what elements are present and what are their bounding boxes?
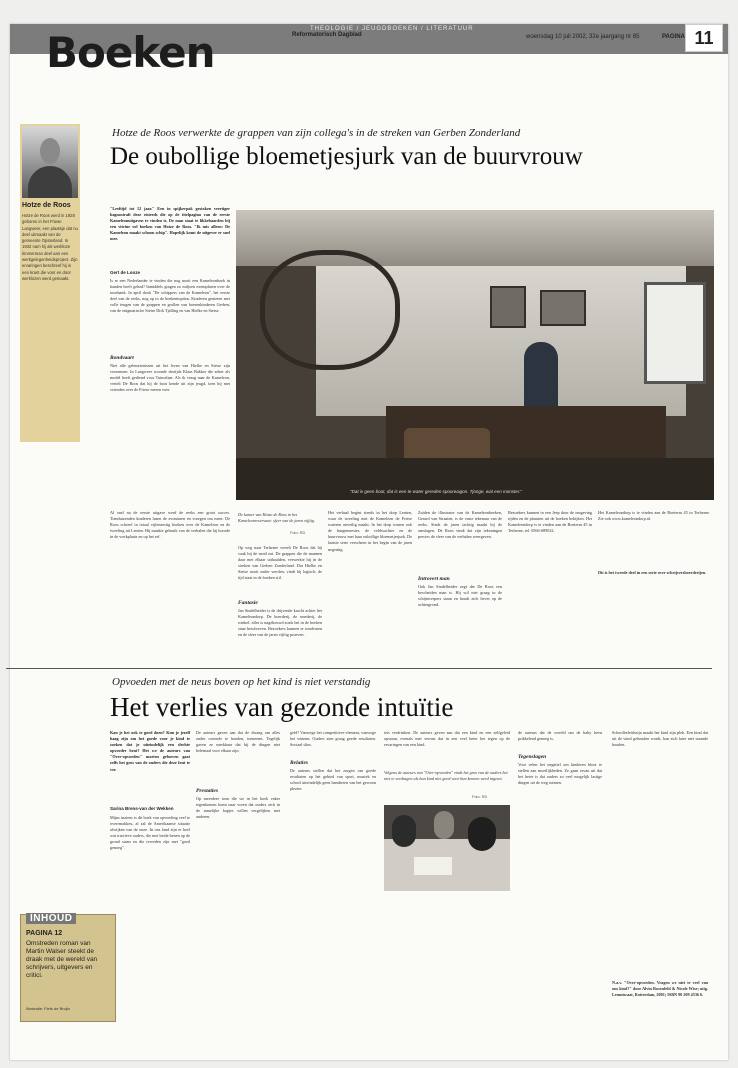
article2-intro: Kan je het ook te goed doen? Kun je jezelf haag zijn om het goede voor je kind te zoeken dat je uiteindelijk een slechte opvoeder bent? Het we de auteurs van "Over-opvoeden" moeten gelooven gaat zelfs het gros van de ouders die deze fout te ver. bbox=[110, 730, 190, 772]
edition-info: woensdag 10 juli 2002, 32e jaargang nr 85 bbox=[526, 34, 640, 40]
article2-subhead-prestaties: Prestaties bbox=[196, 788, 218, 794]
article1-subhead-introvert: Introvert man bbox=[418, 576, 450, 582]
article2-subhead-tegenslagen: Tegenslagen bbox=[518, 754, 547, 760]
photo-caption-overlay: "Dat is geen boot, dat is een te water gereden spoorwagon. Tjonge, wat een monster." bbox=[350, 489, 522, 494]
article1-headline: De oubollige bloemetjesjurk van de buurvrouw bbox=[110, 143, 583, 170]
article1-intro: "Leeftijd tot 12 jaar." Een in spijkerpak gestoken veertiger bagnostraft deze eisteeds die op de titelpagina van de eerste Kameleonuitgaven te vinden is. De man staat te likkebaarden bij een vitrine vol boeken van Hotze de Roos. "Ik mis alleen: De Kameleon maakt schoon schip". Hopelijk komt de uitgever er snel mee. bbox=[110, 206, 230, 242]
inhoud-credit: Illustratie: Fiets de Bruijn bbox=[26, 1006, 70, 1011]
article1-col1b: Niet alle gebeurtenissen uit het leven van Hielke en Sietse zijn verzonnen. In Langweer woonde destijds Klaas Bakker die zeker als model heeft gediend voor Tuimelaar. Als ik vraag naar de Kameleon, vertelt De Roos dat hij de boot kende uit zijn jeugd, toen hij met vrienden over de Friese meren voer. bbox=[110, 363, 230, 393]
article2-col3: geld? Vanwege het competitieve element, vanwege het winnen. Ouders zien graag goede resultaten. Sociaal slim. bbox=[290, 730, 376, 748]
article1-col3: Het verhaal begint steeds in het dorp Lenten, waar de tweeling met de Kameleon de Friese wateren onveilig maakt. In het dorp wonen ook de burgemeester, de veldwachter en de buurvrouw met haar oubollige bloemetjesjurk. De laatste serie verscheen in het begin van de jaren negentig. bbox=[328, 510, 412, 552]
article2-col3b: De auteurs stellen dat het zorgen om goede resultaten op het gebied van sport, muziek en school uiteindelijk geen hamberen van het gewoon plezier. bbox=[290, 768, 376, 792]
article1-kicker: Hotze de Roos verwerkte de grappen van zijn collega's in de streken van Gerben Zonderland bbox=[112, 127, 521, 139]
section-logo: Boeken bbox=[46, 28, 215, 77]
article2-col1: Mijns inziens is dit boek van opvoeding veel te overrmokkeu, al zal de Amerikaanse situatie afwijken van de onze. In ons land zijn er heel wat tractieve ouders, die met beide benen op de grond staan en die tevreden zijn met "goed genoeg". bbox=[110, 815, 190, 851]
photo-caption: De kamer van Hotze de Roos in het Kameleonreservaat: sfeer van de jaren vijftig. bbox=[238, 512, 315, 523]
sidebar-text: Hotze de Roos werd in 1928 geboren in het Friese Langweer, een plaatsje dat nu deel uitmaakt van de gemeente Opsterland. In 1932 nam hij als werkloze timmerman deel aan een werkgelegenheidsproject. Zijn ervaringen beschreef hij in een krant die voor en door werklozen werd gemaakt. bbox=[22, 213, 78, 281]
article1-col6: Het Kameleondorp is te vinden aan de Boeierm 45 in Terherne. Zie ook www.kameleondorp.nl. bbox=[598, 510, 710, 522]
article1-col4: Zuiden de illustrator van de Kameleonboeken, Gerard van Straaten, is de vaste tekenaar van de reeks. Sinds de jaren tachtig maakt hij de omslagen. De Roos vindt dat zijn tekeningen precies de sfeer van de verhalen weergeven. bbox=[418, 510, 502, 540]
inhoud-text: Omstreden roman van Martin Walser steekt de draak met de wereld van schrijvers, uitgevers en critici. bbox=[26, 940, 98, 979]
small-photo-caption: Volgens de auteurs van "Over-opvoeden" vindt het gros van de ouders het niet te verdragen als hun kind niet goed voor hun kennen werd ingezet. bbox=[384, 770, 508, 781]
article2-book-info: N.a.v. "Over-opvoeden. Vragen we niet te veel van ons kind?" door Alvin Rosenfeld & Nicole Wise; uitg. Lemniscaat, Rotterdam, 2001; ISBN 90 209 4536 6. bbox=[612, 980, 708, 998]
author-portrait-icon bbox=[22, 126, 78, 198]
sidebar-heading: Hotze de Roos bbox=[22, 202, 71, 209]
main-photo bbox=[236, 210, 714, 500]
article2-col5: de auteurs dat de wereld om de baby heen prikkelend genoeg is. bbox=[518, 730, 602, 742]
paper-name: Reformatorisch Dagblad bbox=[292, 32, 362, 38]
article2-col5b: Voor velen het negatief om kinderen bloot te stellen aan moeilijkheden. Ze gaan ervan uit dat het beter is dat ouders zo veel mogelijk lastige dingen uit de weg ruimen. bbox=[518, 762, 602, 786]
inhoud-page: PAGINA 12 bbox=[26, 930, 63, 937]
header-strip-text: THEOLOGIE / JEUGDBOEKEN / LITERATUUR bbox=[310, 26, 474, 32]
article2-kicker: Opvoeden met de neus boven op het kind is niet verstandig bbox=[112, 676, 371, 688]
small-photo bbox=[384, 805, 510, 891]
article1-col2: Op weg naar Terherne vertelt De Roos dat hij vaak bij de smid zat. De grappen die de mannen daar met elkaar uithaalden, verwerkte hij in de streken van Gerben Zonderland. Dat Hielke en Sietse nooit ouder werden, vindt hij logisch: de tijd staat in de boeken stil. bbox=[238, 545, 322, 581]
article1-subhead-rondvaart: Rondvaart bbox=[110, 355, 134, 361]
article1-col4b: Ook Jan Sindelheider zegt dat De Roos een bescheiden man is. Hij wil niet graag in de schijnwerpers staan en houdt zich liever op de achtergrond. bbox=[418, 584, 502, 608]
article1-col1c: Al snel na de eerste uitgave werd de reeks een groot succes. Tienduizenden kinderen lazen de avonturen en vroegen om meer. De Roos schreef in totaal vijfenzestig boeken over de Kameleon en de tweeling uit Lenten. Hij maakte gebruik van de verhalen die hij hoorde in de werkplaats en op het erf. bbox=[110, 510, 230, 540]
article1-col2b: Jan Sindelheider is de drijvende kracht achter het Kameleondorp. De boerderij, de smederij, de winkel: alles is nagebouwd zoals het in de boeken staat beschreven. Bezoekers kunnen er rondvaren en de sfeer van de jaren vijftig proeven. bbox=[238, 608, 322, 638]
small-photo-credit: Foto: RD bbox=[472, 795, 488, 799]
page-label: PAGINA bbox=[662, 34, 685, 40]
article2-col6: Schoolbeleidszijn maakt het kind zijn plek. Een kind dat uit de wind gehouden wordt, kan zich later niet staande houden. bbox=[612, 730, 708, 748]
article2-headline: Het verlies van gezonde intuïtie bbox=[110, 692, 454, 722]
article2-byline: Sarina Brens-van der Wekken bbox=[110, 806, 174, 811]
page-number: 11 bbox=[685, 24, 723, 52]
article1-col1: Is er een Nederlander te vinden die nog nooit een Kameleonboek in handen heeft gehad? Inmiddels gingen zo miljoen exemplaren over de toonbank. In april dook "De schippers van de Kameleon", het eerste deel van de reeks, nog op in de boekentoptien. Kinderen genieten met volle teugen van de grappen en grollen van boerenkinderen Gerben, van de enigmatische Sietse Dirk Tjalling en van Hielke en Sietse. bbox=[110, 278, 230, 314]
article2-col2b: Op meerdere toon die we in het boek vaker tegenkomen komt naar voren dat ouders zich in de tamelijke kapjes willen vergelijken met anderen. bbox=[196, 796, 280, 820]
article1-col5: Bezoekers kunnen in een Jeep door de omgeving rijden en de plaatsen uit de boeken bekijken. Het Kameleondorp is te vinden aan de Boeierm 45 in Terherne, tel. 0566-689022. bbox=[508, 510, 592, 534]
article2-col4: iets verdrinken. De auteurs geven aan dat een kind en een zelfgeleid opstaan, evenals met verrast dat in een veel beter het tegen op de ervaringen van een kind. bbox=[384, 730, 510, 748]
article1-byline: Gert de Looze bbox=[110, 270, 141, 275]
article1-subhead-fantasie: Fantasie bbox=[238, 600, 258, 606]
photo-credit: Foto: RD bbox=[290, 531, 306, 535]
article2-subhead-relaties: Relaties bbox=[290, 760, 309, 766]
section-divider bbox=[6, 668, 712, 669]
header-band bbox=[10, 24, 728, 77]
article1-info-box: Dit is het tweede deel in een serie over schrijversboerderijen. bbox=[598, 570, 707, 575]
inhoud-title: INHOUD bbox=[26, 913, 76, 924]
article2-col2: De auteurs gaven aan dat de dwang om alles onder controle te houden, toeneemt. Tegelijk gaven ze merkbaar dat bij de dingen niet helemaal voor elkaar zijn. bbox=[196, 730, 280, 754]
